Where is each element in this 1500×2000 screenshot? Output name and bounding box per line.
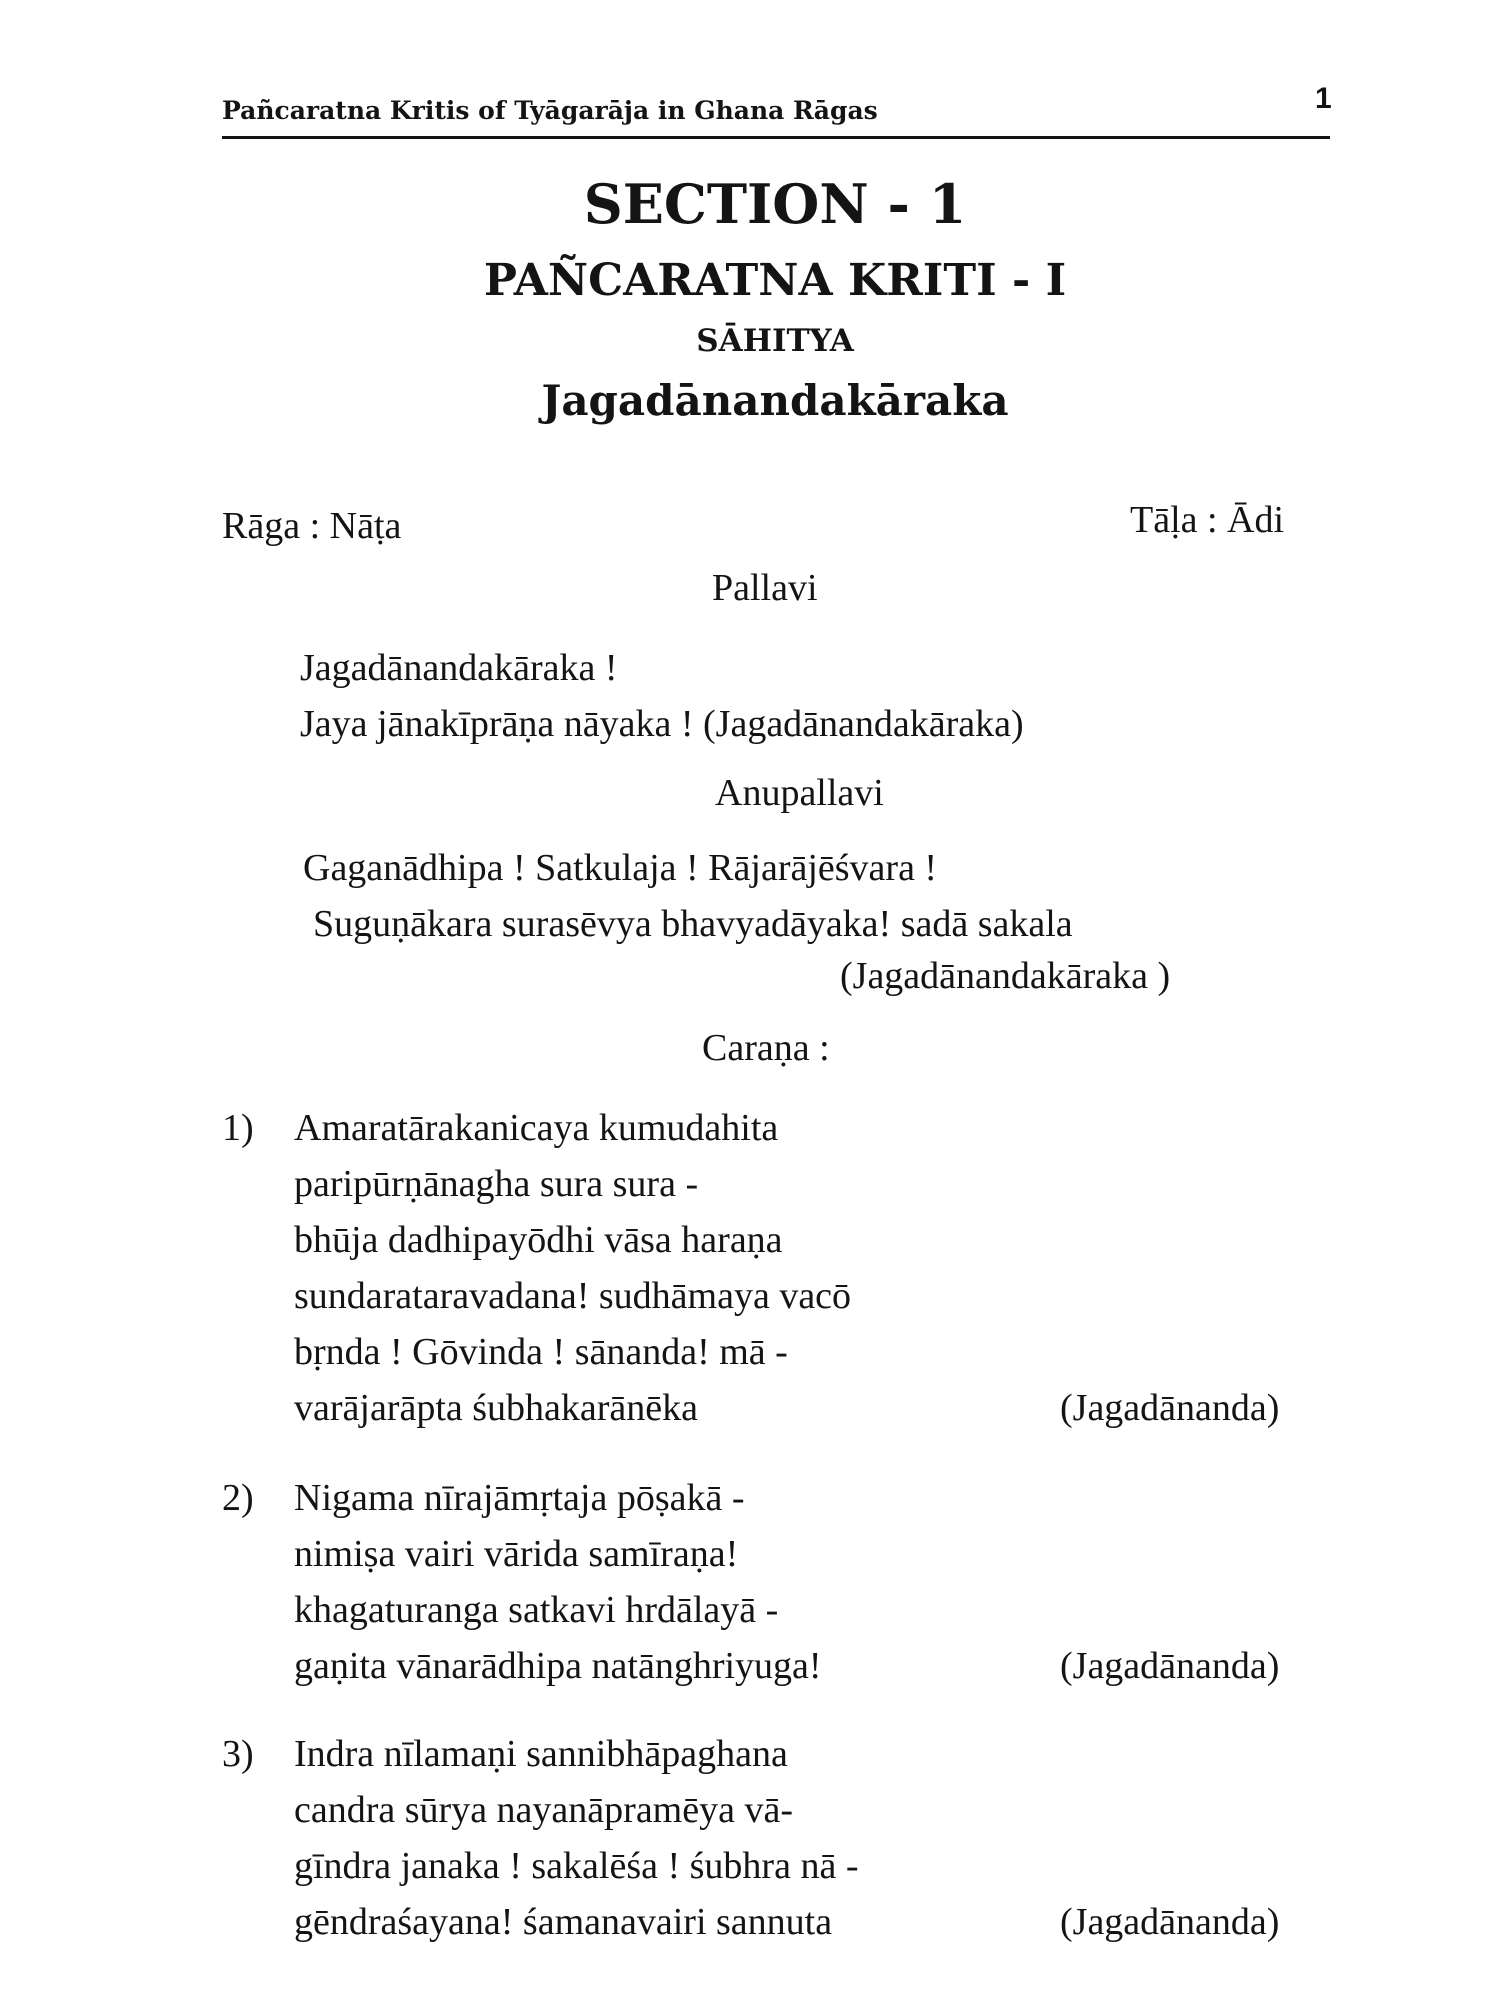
verse-line: varājarāpta śubhakarānēka bbox=[294, 1387, 699, 1429]
song-title: Jagadānandakāraka bbox=[541, 376, 1009, 425]
verse-number: 2) bbox=[222, 1477, 254, 1519]
verse-line: candra sūrya nayanāpramēya vā- bbox=[294, 1789, 793, 1831]
verse-lyrics bbox=[294, 1470, 822, 1694]
pallavi-lyrics bbox=[300, 640, 1024, 752]
verse-line: gaṇita vānarādhipa natānghriyuga! bbox=[294, 1645, 822, 1687]
verse-lyrics bbox=[294, 1726, 858, 1950]
section-title: SECTION - 1 bbox=[583, 172, 967, 236]
pallavi-line: Jagadānandakāraka ! bbox=[300, 647, 618, 689]
carana-heading: Caraṇa : bbox=[702, 1027, 830, 1069]
verse-refrain: (Jagadānanda) bbox=[1060, 1387, 1280, 1429]
verse-line: bṛnda ! Gōvinda ! sānanda! mā - bbox=[294, 1331, 788, 1373]
running-head: Pañcaratna Kritis of Tyāgarāja in Ghana Rāgas bbox=[222, 96, 878, 125]
sahitya-subtitle: SĀHITYA bbox=[696, 323, 854, 359]
verse-line: nimiṣa vairi vārida samīraṇa! bbox=[294, 1533, 739, 1575]
anupallavi-heading: Anupallavi bbox=[715, 772, 884, 814]
pallavi-heading: Pallavi bbox=[712, 567, 818, 609]
verse-line: bhūja dadhipayōdhi vāsa haraṇa bbox=[294, 1219, 783, 1261]
verse-refrain: (Jagadānanda) bbox=[1060, 1901, 1280, 1943]
verse-line: Indra nīlamaṇi sannibhāpaghana bbox=[294, 1733, 788, 1775]
verse-refrain: (Jagadānanda) bbox=[1060, 1645, 1280, 1687]
verse-line: gēndraśayana! śamanavairi sannuta bbox=[294, 1901, 833, 1943]
page-number: 1 bbox=[1315, 82, 1332, 115]
anupallavi-lyrics bbox=[303, 840, 1073, 952]
pallavi-line: Jaya jānakīprāṇa nāyaka ! (Jagadānandakāraka) bbox=[300, 703, 1024, 745]
verse-line: Nigama nīrajāmṛtaja pōṣakā - bbox=[294, 1477, 745, 1519]
header-rule bbox=[222, 136, 1330, 139]
verse-line: Amaratārakanicaya kumudahita bbox=[294, 1107, 779, 1149]
verse-number: 3) bbox=[222, 1733, 254, 1775]
anupallavi-line: Gaganādhipa ! Satkulaja ! Rājarājēśvara ! bbox=[303, 847, 938, 889]
kriti-title: PAÑCARATNA KRITI - I bbox=[483, 255, 1067, 306]
anupallavi-refrain: (Jagadānandakāraka ) bbox=[840, 955, 1171, 997]
verse-line: khagaturanga satkavi hrdālayā - bbox=[294, 1589, 779, 1631]
verse-lyrics bbox=[294, 1100, 851, 1436]
verse-line: sundarataravadana! sudhāmaya vacō bbox=[294, 1275, 852, 1317]
verse-line: paripūrṇānagha sura sura - bbox=[294, 1163, 699, 1205]
verse-line: gīndra janaka ! sakalēśa ! śubhra nā - bbox=[294, 1845, 859, 1887]
verse-number: 1) bbox=[222, 1107, 254, 1149]
raga-label: Rāga : Nāṭa bbox=[222, 505, 402, 547]
anupallavi-line: Suguṇākara surasēvya bhavyadāyaka! sadā sakala bbox=[313, 903, 1073, 945]
tala-label: Tāḷa : Ādi bbox=[1130, 499, 1285, 541]
